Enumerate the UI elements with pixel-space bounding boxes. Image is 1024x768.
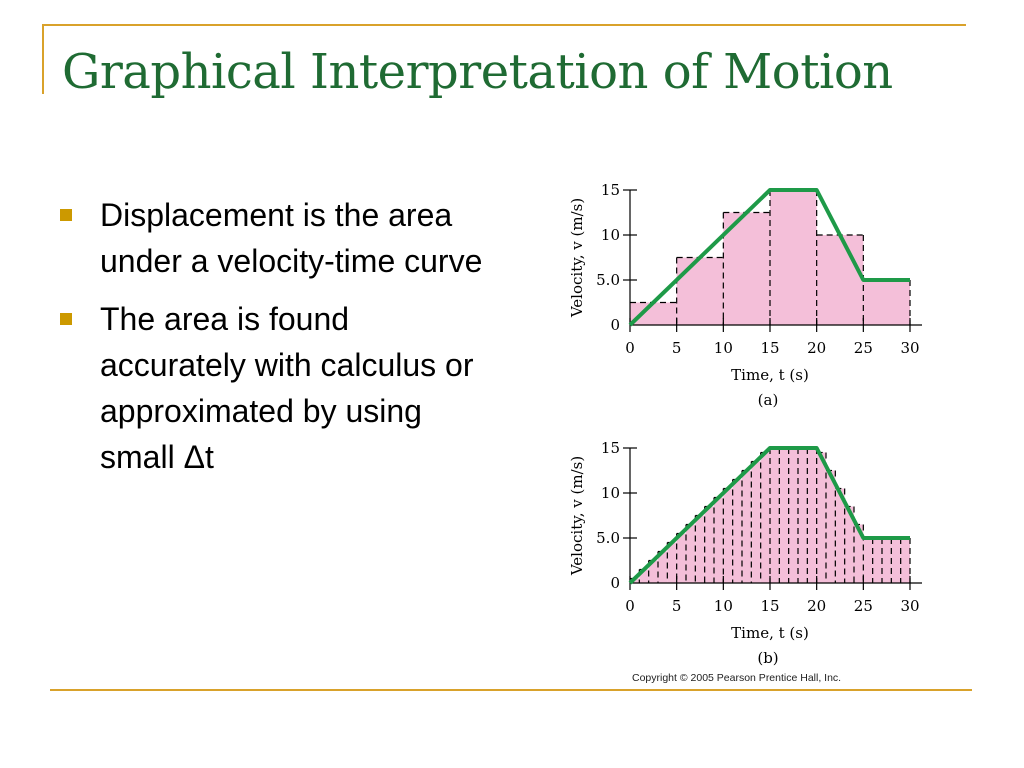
velocity-time-chart-b [560,433,940,673]
y-tick-label: 5.0 [596,271,620,289]
x-tick-label: 20 [807,597,827,615]
x-tick-label: 15 [760,597,780,615]
bar [677,258,724,326]
x-tick-label: 5 [671,339,682,357]
bar [630,303,677,326]
x-tick-label: 20 [807,339,827,357]
bar [873,538,882,583]
top-rule [42,24,966,26]
bar [901,538,910,583]
bar [714,498,723,584]
y-tick-label: 15 [600,181,620,199]
bar [826,471,835,584]
bar [779,448,788,583]
x-tick-label: 0 [625,597,635,615]
bar [761,453,770,584]
y-tick-label: 0 [610,574,620,592]
y-tick-label: 0 [610,316,620,334]
bar [695,516,704,584]
bullet-list [60,192,500,492]
bar [807,448,816,583]
panel-label: (b) [757,649,779,667]
y-axis-label: Velocity, v (m/s) [568,197,586,318]
bar [798,448,807,583]
square-bullet-icon [60,209,72,221]
x-tick-label: 30 [900,597,920,615]
x-tick-label: 0 [625,339,635,357]
y-tick-label: 10 [600,226,620,244]
bar [667,543,676,584]
left-rule [42,24,44,94]
x-tick-label: 25 [853,339,873,357]
y-axis-label: Velocity, v (m/s) [568,455,586,576]
bar [891,538,900,583]
bar [770,190,817,325]
bullet-text: The area is found accurately with calculus or approximated by using small Δt [100,301,474,475]
x-tick-label: 30 [900,339,920,357]
y-tick-label: 5.0 [596,529,620,547]
bar [817,453,826,584]
bottom-rule [50,689,972,691]
bar [751,462,760,584]
bar [733,480,742,584]
bar [817,235,864,325]
bullet-item [60,296,500,480]
bar [705,507,714,584]
bar [686,525,695,584]
bar [770,448,779,583]
x-axis-label: Time, t (s) [731,366,809,384]
bar [742,471,751,584]
slide-title: Graphical Interpretation of Motion [62,44,893,100]
x-axis-label: Time, t (s) [731,624,809,642]
x-tick-label: 5 [671,597,682,615]
x-tick-label: 10 [713,339,733,357]
bar [723,489,732,584]
panel-label: (a) [757,391,779,409]
bar [863,280,910,325]
bullet-item [60,192,500,284]
bar [882,538,891,583]
velocity-time-chart-a [560,175,940,420]
bullet-text: Displacement is the area under a velocity-time curve [100,197,483,279]
bar [789,448,798,583]
y-tick-label: 10 [600,484,620,502]
y-tick-label: 15 [600,439,620,457]
square-bullet-icon [60,313,72,325]
bar [677,534,686,584]
x-tick-label: 10 [713,597,733,615]
x-tick-label: 25 [853,597,873,615]
copyright-notice: Copyright © 2005 Pearson Prentice Hall, Inc. [632,672,842,684]
x-tick-label: 15 [760,339,780,357]
bar [863,538,872,583]
